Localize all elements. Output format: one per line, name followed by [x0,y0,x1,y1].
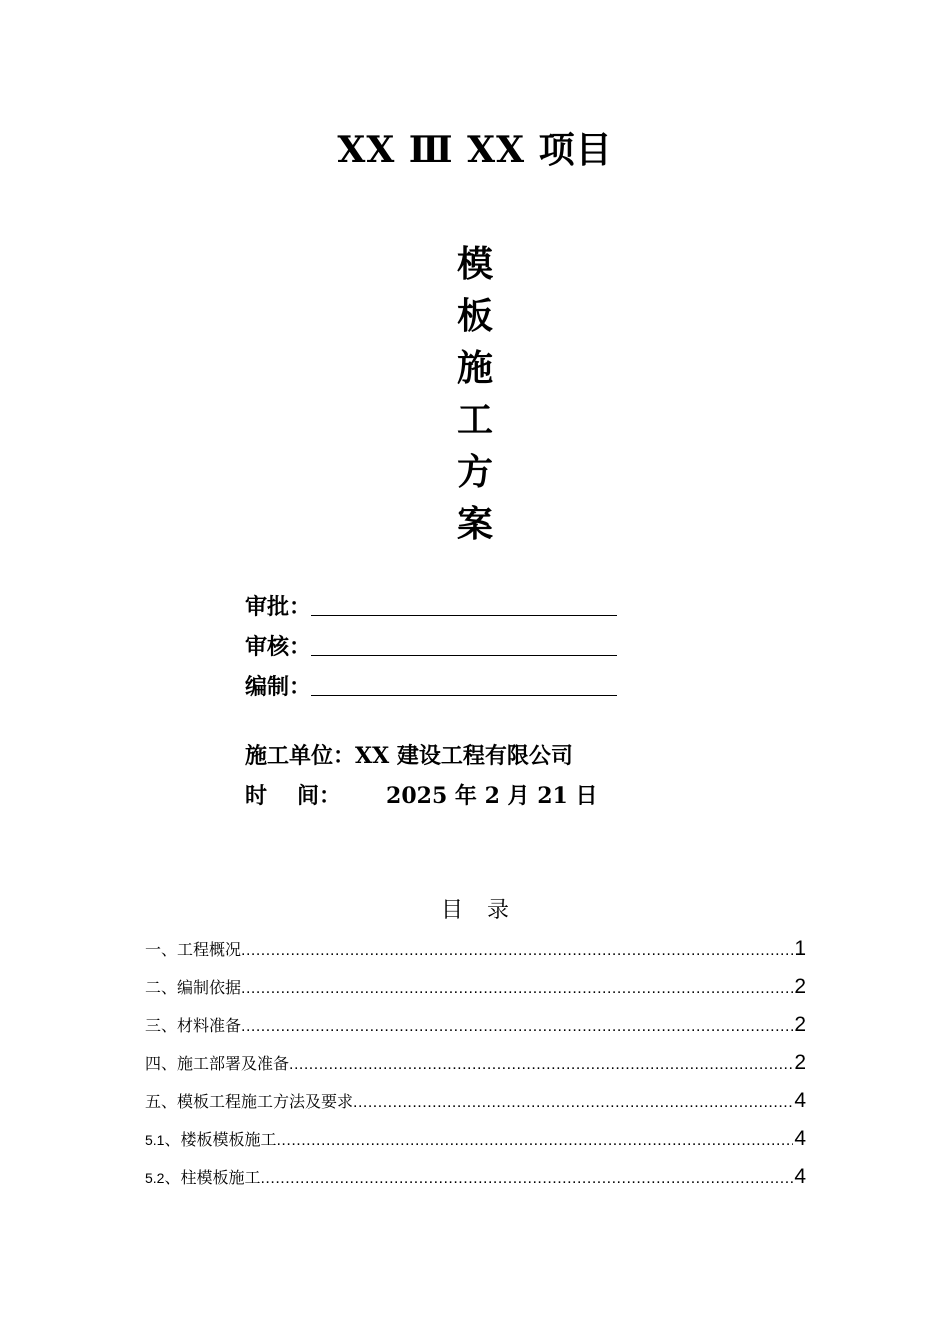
approval-label: 审批： [245,594,312,620]
toc-leader [241,1008,793,1046]
document-title [0,238,950,550]
unit-value: XX 建设工程有限公司 [355,743,573,769]
toc-leader [289,1046,793,1084]
toc-entry-title: 三、材料准备 [145,1016,242,1035]
toc-page-number: 2 [794,1051,806,1074]
review-label: 审核： [245,634,312,660]
signature-block [245,582,617,702]
review-line [311,627,617,656]
toc-entry-text: 、楼板模板施工 [164,1130,277,1149]
toc-entry[interactable] [145,1082,806,1120]
toc-entry[interactable] [145,930,806,968]
document-title-char: 案 [456,503,493,545]
project-title: XX Ⅲ XX 项目 [337,129,613,171]
toc-leader [241,932,793,970]
toc-entry-title: 二、编制依据 [145,978,242,997]
document-title-char: 板 [456,295,493,337]
unit-block [245,736,597,816]
toc-entry-number: 5.2 [145,1170,165,1186]
date-value: 2025 年 2 月 21 日 [386,783,598,809]
toc-entry-title [145,1121,276,1159]
toc-leader [276,1122,793,1160]
author-line [311,667,617,696]
approval-row [245,582,617,622]
date-row [245,776,597,816]
toc-entry[interactable] [145,1044,806,1082]
toc-entry-title [145,1159,260,1197]
toc-entry[interactable] [145,1120,806,1158]
toc-entry[interactable] [145,1158,806,1196]
toc-leader [241,970,793,1008]
toc-page-number: 4 [794,1089,806,1112]
toc-page-number: 1 [794,937,806,960]
toc-leader [260,1160,793,1198]
date-label-a: 时 [245,783,268,809]
construction-unit [245,736,597,776]
toc-page-number: 2 [794,1013,806,1036]
toc-entry[interactable] [145,1006,806,1044]
toc-entry-number: 5.1 [145,1132,165,1148]
author-label: 编制： [245,674,312,700]
toc-page-number: 2 [794,975,806,998]
table-of-contents [145,930,806,1196]
date-label-b: 间： [297,783,342,809]
unit-label: 施工单位： [245,743,356,769]
author-row [245,662,617,702]
document-title-char: 施 [456,347,493,389]
document-title-char: 工 [456,399,493,441]
toc-leader [353,1084,793,1122]
document-title-char: 方 [456,451,493,493]
toc-entry-title: 一、工程概况 [145,940,242,959]
toc-entry[interactable] [145,968,806,1006]
toc-entry-title: 四、施工部署及准备 [145,1054,290,1073]
approval-line [311,587,617,616]
toc-entry-text: 、柱模板施工 [164,1168,261,1187]
toc-page-number: 4 [794,1127,806,1150]
toc-heading: 目 录 [440,898,510,923]
toc-entry-title: 五、模板工程施工方法及要求 [145,1092,354,1111]
toc-page-number: 4 [794,1165,806,1188]
document-title-char: 模 [456,243,493,285]
review-row [245,622,617,662]
